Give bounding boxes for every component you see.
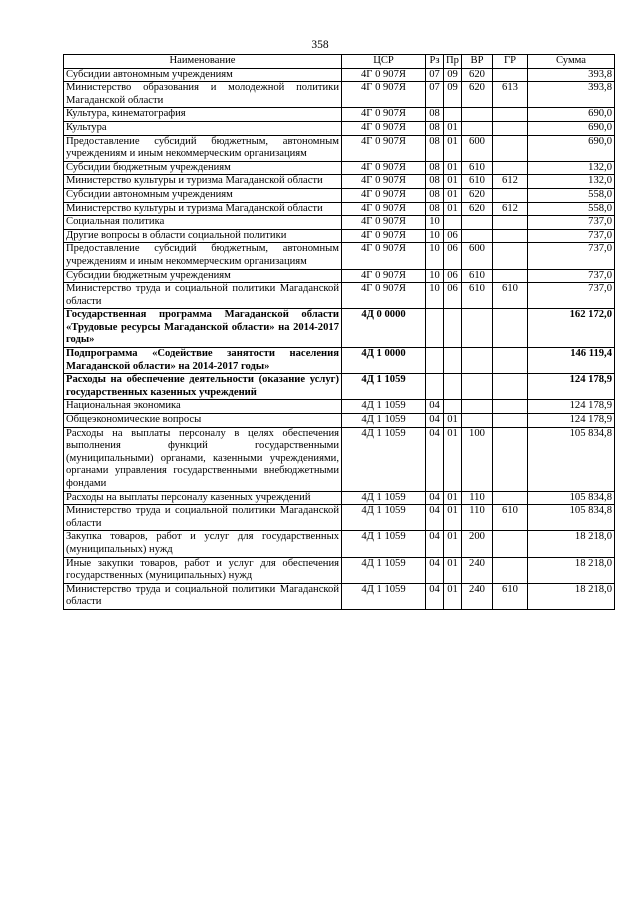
cell-vr: 620 xyxy=(462,202,493,216)
cell-csr: 4Г 0 907Я xyxy=(342,135,426,161)
cell-gr xyxy=(493,427,528,491)
cell-pr: 01 xyxy=(444,531,462,557)
cell-vr: 600 xyxy=(462,243,493,269)
cell-sum: 105 834,8 xyxy=(528,491,615,505)
cell-sum: 737,0 xyxy=(528,229,615,243)
header-sum: Сумма xyxy=(528,55,615,69)
cell-pr: 01 xyxy=(444,121,462,135)
cell-name: Министерство труда и социальной политики Магаданской области xyxy=(64,505,342,531)
cell-gr xyxy=(493,374,528,400)
cell-vr: 240 xyxy=(462,583,493,609)
cell-name: Иные закупки товаров, работ и услуг для обеспечения государственных (муниципальных) нужд xyxy=(64,557,342,583)
cell-vr xyxy=(462,348,493,374)
cell-sum: 393,8 xyxy=(528,82,615,108)
table-row xyxy=(64,229,615,243)
cell-sum: 124 178,9 xyxy=(528,414,615,428)
cell-sum: 124 178,9 xyxy=(528,400,615,414)
cell-vr: 610 xyxy=(462,283,493,309)
cell-vr: 620 xyxy=(462,82,493,108)
cell-pr: 01 xyxy=(444,161,462,175)
cell-name: Культура xyxy=(64,121,342,135)
table-row xyxy=(64,188,615,202)
cell-sum: 690,0 xyxy=(528,108,615,122)
cell-gr xyxy=(493,414,528,428)
table-row xyxy=(64,374,615,400)
cell-name: Закупка товаров, работ и услуг для государственных (муниципальных) нужд xyxy=(64,531,342,557)
header-row xyxy=(64,55,615,69)
cell-vr: 620 xyxy=(462,188,493,202)
cell-csr: 4Д 0 0000 xyxy=(342,309,426,348)
cell-pr: 06 xyxy=(444,243,462,269)
cell-name: Министерство культуры и туризма Магаданской области xyxy=(64,202,342,216)
table-row xyxy=(64,161,615,175)
cell-name: Расходы на выплаты персоналу в целях обеспечения выполнения функций государственными (муниципальными) органами, казенными учреждениями, органами управления государственными внебюджетными фондами xyxy=(64,427,342,491)
cell-csr: 4Д 1 1059 xyxy=(342,414,426,428)
table-row xyxy=(64,557,615,583)
cell-gr: 610 xyxy=(493,283,528,309)
table-row xyxy=(64,216,615,230)
cell-name: Предоставление субсидий бюджетным, автономным учреждениям и иным некоммерческим организациям xyxy=(64,135,342,161)
cell-rz xyxy=(426,374,444,400)
cell-csr: 4Г 0 907Я xyxy=(342,175,426,189)
cell-sum: 690,0 xyxy=(528,121,615,135)
table-row xyxy=(64,82,615,108)
cell-gr xyxy=(493,135,528,161)
cell-rz: 10 xyxy=(426,283,444,309)
cell-rz: 08 xyxy=(426,202,444,216)
header-name: Наименование xyxy=(64,55,342,69)
cell-csr: 4Г 0 907Я xyxy=(342,108,426,122)
table-row xyxy=(64,68,615,82)
cell-rz: 04 xyxy=(426,583,444,609)
cell-rz: 04 xyxy=(426,491,444,505)
cell-csr: 4Г 0 907Я xyxy=(342,283,426,309)
cell-rz: 04 xyxy=(426,414,444,428)
cell-gr xyxy=(493,348,528,374)
table-row xyxy=(64,505,615,531)
cell-gr xyxy=(493,161,528,175)
cell-csr: 4Д 1 1059 xyxy=(342,505,426,531)
cell-rz xyxy=(426,309,444,348)
cell-vr: 610 xyxy=(462,175,493,189)
cell-gr: 612 xyxy=(493,175,528,189)
cell-csr: 4Г 0 907Я xyxy=(342,202,426,216)
cell-gr xyxy=(493,108,528,122)
cell-sum: 737,0 xyxy=(528,243,615,269)
cell-pr: 01 xyxy=(444,557,462,583)
table-row xyxy=(64,531,615,557)
cell-gr xyxy=(493,229,528,243)
table-body xyxy=(64,68,615,609)
cell-name: Культура, кинематография xyxy=(64,108,342,122)
header-pr: Пр xyxy=(444,55,462,69)
cell-csr: 4Д 1 1059 xyxy=(342,557,426,583)
table-row xyxy=(64,309,615,348)
cell-gr xyxy=(493,68,528,82)
cell-rz: 10 xyxy=(426,243,444,269)
cell-gr xyxy=(493,557,528,583)
cell-rz xyxy=(426,348,444,374)
cell-pr: 01 xyxy=(444,427,462,491)
cell-pr: 06 xyxy=(444,283,462,309)
cell-sum: 558,0 xyxy=(528,188,615,202)
cell-pr: 01 xyxy=(444,491,462,505)
cell-gr xyxy=(493,269,528,283)
table-row xyxy=(64,283,615,309)
cell-gr xyxy=(493,531,528,557)
cell-rz: 04 xyxy=(426,531,444,557)
cell-gr: 610 xyxy=(493,583,528,609)
cell-vr xyxy=(462,216,493,230)
cell-csr: 4Д 1 1059 xyxy=(342,531,426,557)
cell-csr: 4Г 0 907Я xyxy=(342,161,426,175)
cell-name: Предоставление субсидий бюджетным, автономным учреждениям и иным некоммерческим организациям xyxy=(64,243,342,269)
cell-gr xyxy=(493,309,528,348)
table-row xyxy=(64,491,615,505)
cell-rz: 04 xyxy=(426,400,444,414)
cell-vr: 110 xyxy=(462,491,493,505)
cell-vr: 110 xyxy=(462,505,493,531)
cell-sum: 558,0 xyxy=(528,202,615,216)
cell-vr: 610 xyxy=(462,269,493,283)
cell-pr xyxy=(444,374,462,400)
cell-pr: 06 xyxy=(444,229,462,243)
cell-sum: 105 834,8 xyxy=(528,505,615,531)
cell-sum: 737,0 xyxy=(528,269,615,283)
cell-name: Общеэкономические вопросы xyxy=(64,414,342,428)
cell-rz: 08 xyxy=(426,121,444,135)
cell-rz: 04 xyxy=(426,505,444,531)
cell-vr: 610 xyxy=(462,161,493,175)
cell-name: Министерство образования и молодежной политики Магаданской области xyxy=(64,82,342,108)
cell-gr xyxy=(493,188,528,202)
cell-sum: 18 218,0 xyxy=(528,531,615,557)
cell-vr: 200 xyxy=(462,531,493,557)
cell-rz: 10 xyxy=(426,216,444,230)
cell-name: Министерство культуры и туризма Магаданской области xyxy=(64,175,342,189)
page-number: 358 xyxy=(311,39,329,51)
cell-gr xyxy=(493,491,528,505)
cell-gr: 610 xyxy=(493,505,528,531)
cell-gr: 613 xyxy=(493,82,528,108)
cell-vr: 600 xyxy=(462,135,493,161)
cell-pr xyxy=(444,216,462,230)
table-row xyxy=(64,427,615,491)
cell-name: Расходы на обеспечение деятельности (оказание услуг) государственных казенных учреждений xyxy=(64,374,342,400)
cell-vr xyxy=(462,229,493,243)
cell-csr: 4Д 1 1059 xyxy=(342,491,426,505)
cell-pr xyxy=(444,309,462,348)
table-row xyxy=(64,400,615,414)
cell-name: Субсидии автономным учреждениям xyxy=(64,188,342,202)
cell-pr: 01 xyxy=(444,135,462,161)
cell-name: Социальная политика xyxy=(64,216,342,230)
table-row xyxy=(64,175,615,189)
cell-name: Субсидии бюджетным учреждениям xyxy=(64,269,342,283)
cell-pr xyxy=(444,108,462,122)
table-row xyxy=(64,135,615,161)
cell-name: Субсидии автономным учреждениям xyxy=(64,68,342,82)
table-row xyxy=(64,202,615,216)
cell-name: Другие вопросы в области социальной политики xyxy=(64,229,342,243)
cell-sum: 737,0 xyxy=(528,216,615,230)
cell-pr: 01 xyxy=(444,414,462,428)
cell-name: Министерство труда и социальной политики Магаданской области xyxy=(64,583,342,609)
cell-vr: 100 xyxy=(462,427,493,491)
cell-gr xyxy=(493,121,528,135)
cell-rz: 08 xyxy=(426,161,444,175)
cell-sum: 132,0 xyxy=(528,175,615,189)
cell-rz: 08 xyxy=(426,188,444,202)
cell-gr xyxy=(493,400,528,414)
cell-gr xyxy=(493,243,528,269)
cell-csr: 4Г 0 907Я xyxy=(342,82,426,108)
cell-csr: 4Г 0 907Я xyxy=(342,243,426,269)
cell-rz: 08 xyxy=(426,108,444,122)
cell-sum: 393,8 xyxy=(528,68,615,82)
header-rz: Рз xyxy=(426,55,444,69)
header-gr: ГР xyxy=(493,55,528,69)
cell-rz: 07 xyxy=(426,82,444,108)
cell-csr: 4Д 1 1059 xyxy=(342,400,426,414)
cell-csr: 4Г 0 907Я xyxy=(342,68,426,82)
cell-pr xyxy=(444,400,462,414)
cell-pr xyxy=(444,348,462,374)
cell-csr: 4Д 1 1059 xyxy=(342,374,426,400)
header-csr: ЦСР xyxy=(342,55,426,69)
cell-pr: 01 xyxy=(444,505,462,531)
cell-rz: 10 xyxy=(426,269,444,283)
cell-name: Национальная экономика xyxy=(64,400,342,414)
table-row xyxy=(64,583,615,609)
cell-pr: 01 xyxy=(444,583,462,609)
cell-vr xyxy=(462,121,493,135)
cell-pr: 09 xyxy=(444,68,462,82)
cell-csr: 4Г 0 907Я xyxy=(342,121,426,135)
cell-vr: 620 xyxy=(462,68,493,82)
cell-vr xyxy=(462,108,493,122)
table-row xyxy=(64,414,615,428)
cell-name: Министерство труда и социальной политики Магаданской области xyxy=(64,283,342,309)
table-row xyxy=(64,348,615,374)
cell-sum: 105 834,8 xyxy=(528,427,615,491)
header-vr: ВР xyxy=(462,55,493,69)
cell-rz: 04 xyxy=(426,557,444,583)
cell-csr: 4Г 0 907Я xyxy=(342,269,426,283)
cell-csr: 4Д 1 1059 xyxy=(342,427,426,491)
cell-csr: 4Г 0 907Я xyxy=(342,216,426,230)
cell-rz: 10 xyxy=(426,229,444,243)
cell-csr: 4Г 0 907Я xyxy=(342,188,426,202)
cell-sum: 162 172,0 xyxy=(528,309,615,348)
cell-vr xyxy=(462,400,493,414)
cell-sum: 146 119,4 xyxy=(528,348,615,374)
cell-sum: 132,0 xyxy=(528,161,615,175)
cell-vr xyxy=(462,414,493,428)
cell-csr: 4Д 1 0000 xyxy=(342,348,426,374)
cell-rz: 08 xyxy=(426,175,444,189)
cell-vr: 240 xyxy=(462,557,493,583)
cell-pr: 01 xyxy=(444,188,462,202)
cell-name: Государственная программа Магаданской области «Трудовые ресурсы Магаданской области» на 2014-2017 годы» xyxy=(64,309,342,348)
cell-gr xyxy=(493,216,528,230)
cell-name: Субсидии бюджетным учреждениям xyxy=(64,161,342,175)
cell-sum: 690,0 xyxy=(528,135,615,161)
table-row xyxy=(64,243,615,269)
cell-pr: 01 xyxy=(444,202,462,216)
cell-rz: 07 xyxy=(426,68,444,82)
cell-sum: 18 218,0 xyxy=(528,557,615,583)
cell-name: Расходы на выплаты персоналу казенных учреждений xyxy=(64,491,342,505)
cell-rz: 04 xyxy=(426,427,444,491)
table-row xyxy=(64,121,615,135)
cell-sum: 124 178,9 xyxy=(528,374,615,400)
cell-pr: 06 xyxy=(444,269,462,283)
cell-rz: 08 xyxy=(426,135,444,161)
cell-sum: 737,0 xyxy=(528,283,615,309)
cell-vr xyxy=(462,309,493,348)
cell-name: Подпрограмма «Содействие занятости населения Магаданской области» на 2014-2017 годы» xyxy=(64,348,342,374)
cell-csr: 4Г 0 907Я xyxy=(342,229,426,243)
cell-vr xyxy=(462,374,493,400)
cell-csr: 4Д 1 1059 xyxy=(342,583,426,609)
cell-sum: 18 218,0 xyxy=(528,583,615,609)
budget-table xyxy=(63,54,615,610)
cell-pr: 01 xyxy=(444,175,462,189)
cell-pr: 09 xyxy=(444,82,462,108)
table-row xyxy=(64,108,615,122)
cell-gr: 612 xyxy=(493,202,528,216)
table-row xyxy=(64,269,615,283)
